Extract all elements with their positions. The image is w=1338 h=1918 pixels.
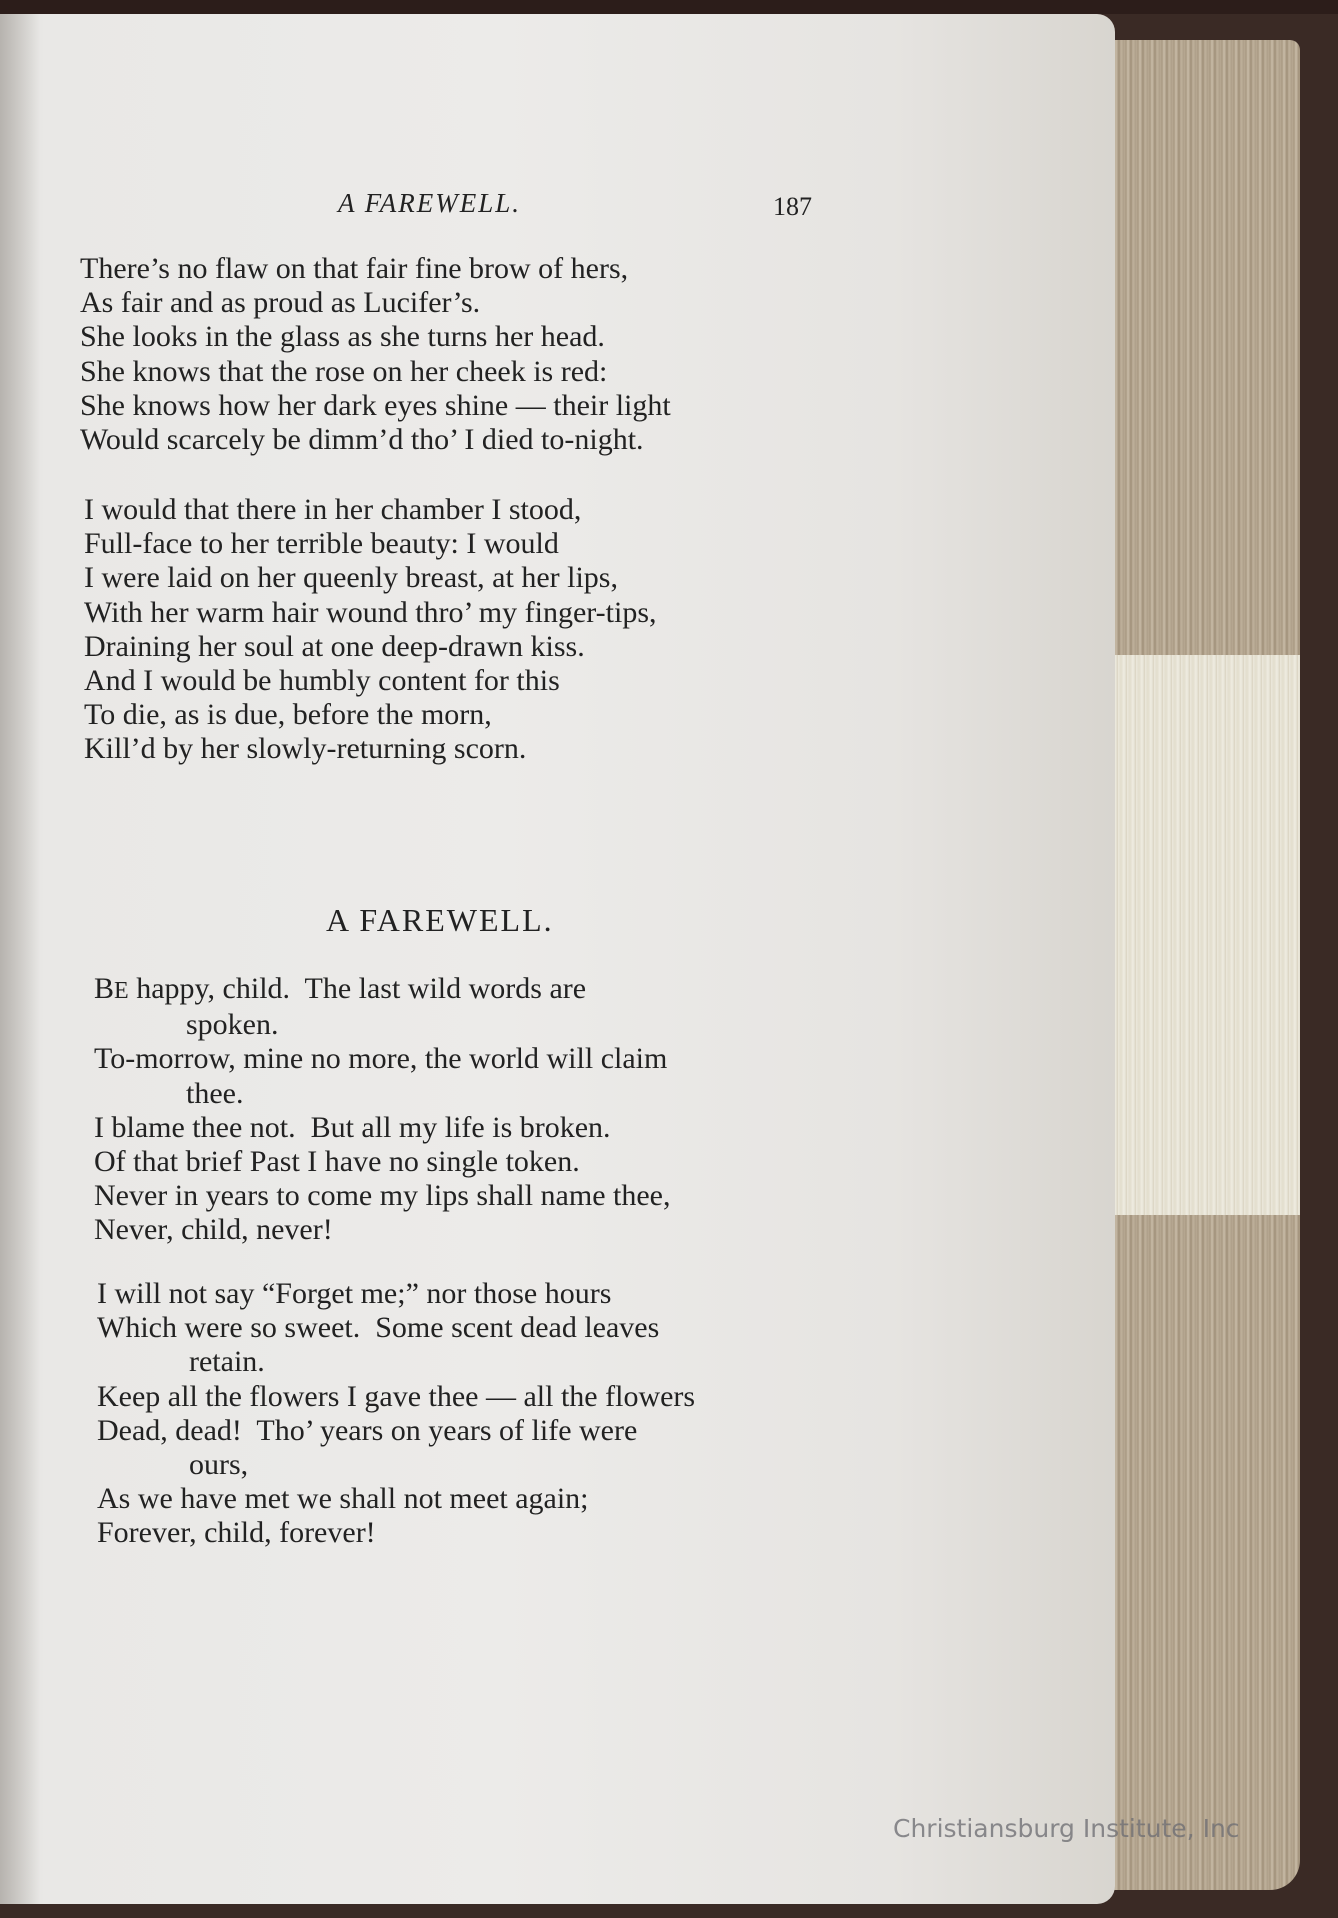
verse-line [94,1213,671,1247]
verse-line: As fair and as proud as Lucifer’s. [80,286,481,320]
verse-text: Forever, child, forever! [97,1516,376,1550]
verse-line: With her warm hair wound thro’ my finger-tips, [84,595,657,629]
verse-line: I would that there in her chamber I stood, [84,493,582,526]
poem1-stanza2 [84,493,657,767]
verse-text: retain. [189,1345,265,1379]
verse-line [97,1380,695,1414]
verse-line: Draining her soul at one deep-drawn kiss. [84,629,585,663]
verse-text: spoken. [186,1008,279,1042]
verse-line: She knows that the rose on her cheek is red: [80,354,608,388]
verse-text: Of that brief Past I have no single token. [94,1145,580,1179]
verse-line: There’s no flaw on that fair fine brow of hers, [80,252,629,285]
verse-line [94,972,671,1008]
verse-text: ours, [189,1448,249,1482]
verse-text: thee. [186,1076,244,1110]
verse-line [97,1345,695,1379]
verse-text: Dead, dead! Tho’ years on years of life were [97,1413,638,1447]
verse-line [94,1042,671,1076]
verse-line: I were laid on her queenly breast, at her lips, [84,561,618,595]
verse-line: She knows how her dark eyes shine — their light [80,388,671,422]
poem2-stanza1 [94,972,671,1248]
poem2-title: A FAREWELL. [326,902,554,938]
verse-text: Keep all the flowers I gave thee — all the flowers [97,1379,696,1413]
page-number: 187 [773,192,812,221]
book-cover-edge [0,0,1338,14]
verse-line [94,1077,671,1111]
page-edges-light-band [1100,655,1300,1215]
verse-line [94,1145,671,1179]
verse-line [97,1311,695,1345]
verse-line [97,1448,695,1482]
verse-text: Never in years to come my lips shall name thee, [94,1179,671,1213]
verse-line [97,1414,695,1448]
verse-line: Kill’d by her slowly-returning scorn. [84,732,527,766]
verse-line [97,1277,695,1311]
running-head: A FAREWELL. [338,188,522,218]
verse-line [97,1516,695,1550]
verse-line: She looks in the glass as she turns her head. [80,320,605,354]
verse-line [94,1008,671,1042]
small-caps-opening: BE [94,972,129,1005]
verse-line: And I would be humbly content for this [84,664,560,698]
verse-line: To die, as is due, before the morn, [84,698,492,732]
verse-line: Would scarcely be dimm’d tho’ I died to-night. [80,423,644,457]
verse-line: Full-face to her terrible beauty: I would [84,527,559,561]
gutter-shadow [0,14,40,1904]
verse-text: I will not say “Forget me;” nor those hours [97,1277,612,1310]
verse-line [94,1179,671,1213]
verse-line [94,1111,671,1145]
poem1-stanza1 [80,252,671,457]
verse-text: To-morrow, mine no more, the world will claim [94,1042,668,1076]
verse-line [97,1482,695,1516]
verse-text: I blame thee not. But all my life is broken. [94,1110,611,1144]
verse-text: Never, child, never! [94,1213,333,1247]
watermark: Christiansburg Institute, Inc [893,1814,1240,1843]
verse-text: Which were so sweet. Some scent dead leaves [97,1311,660,1345]
verse-text: As we have met we shall not meet again; [97,1482,589,1516]
verse-text: happy, child. The last wild words are [128,972,587,1005]
poem2-stanza2 [97,1277,695,1551]
